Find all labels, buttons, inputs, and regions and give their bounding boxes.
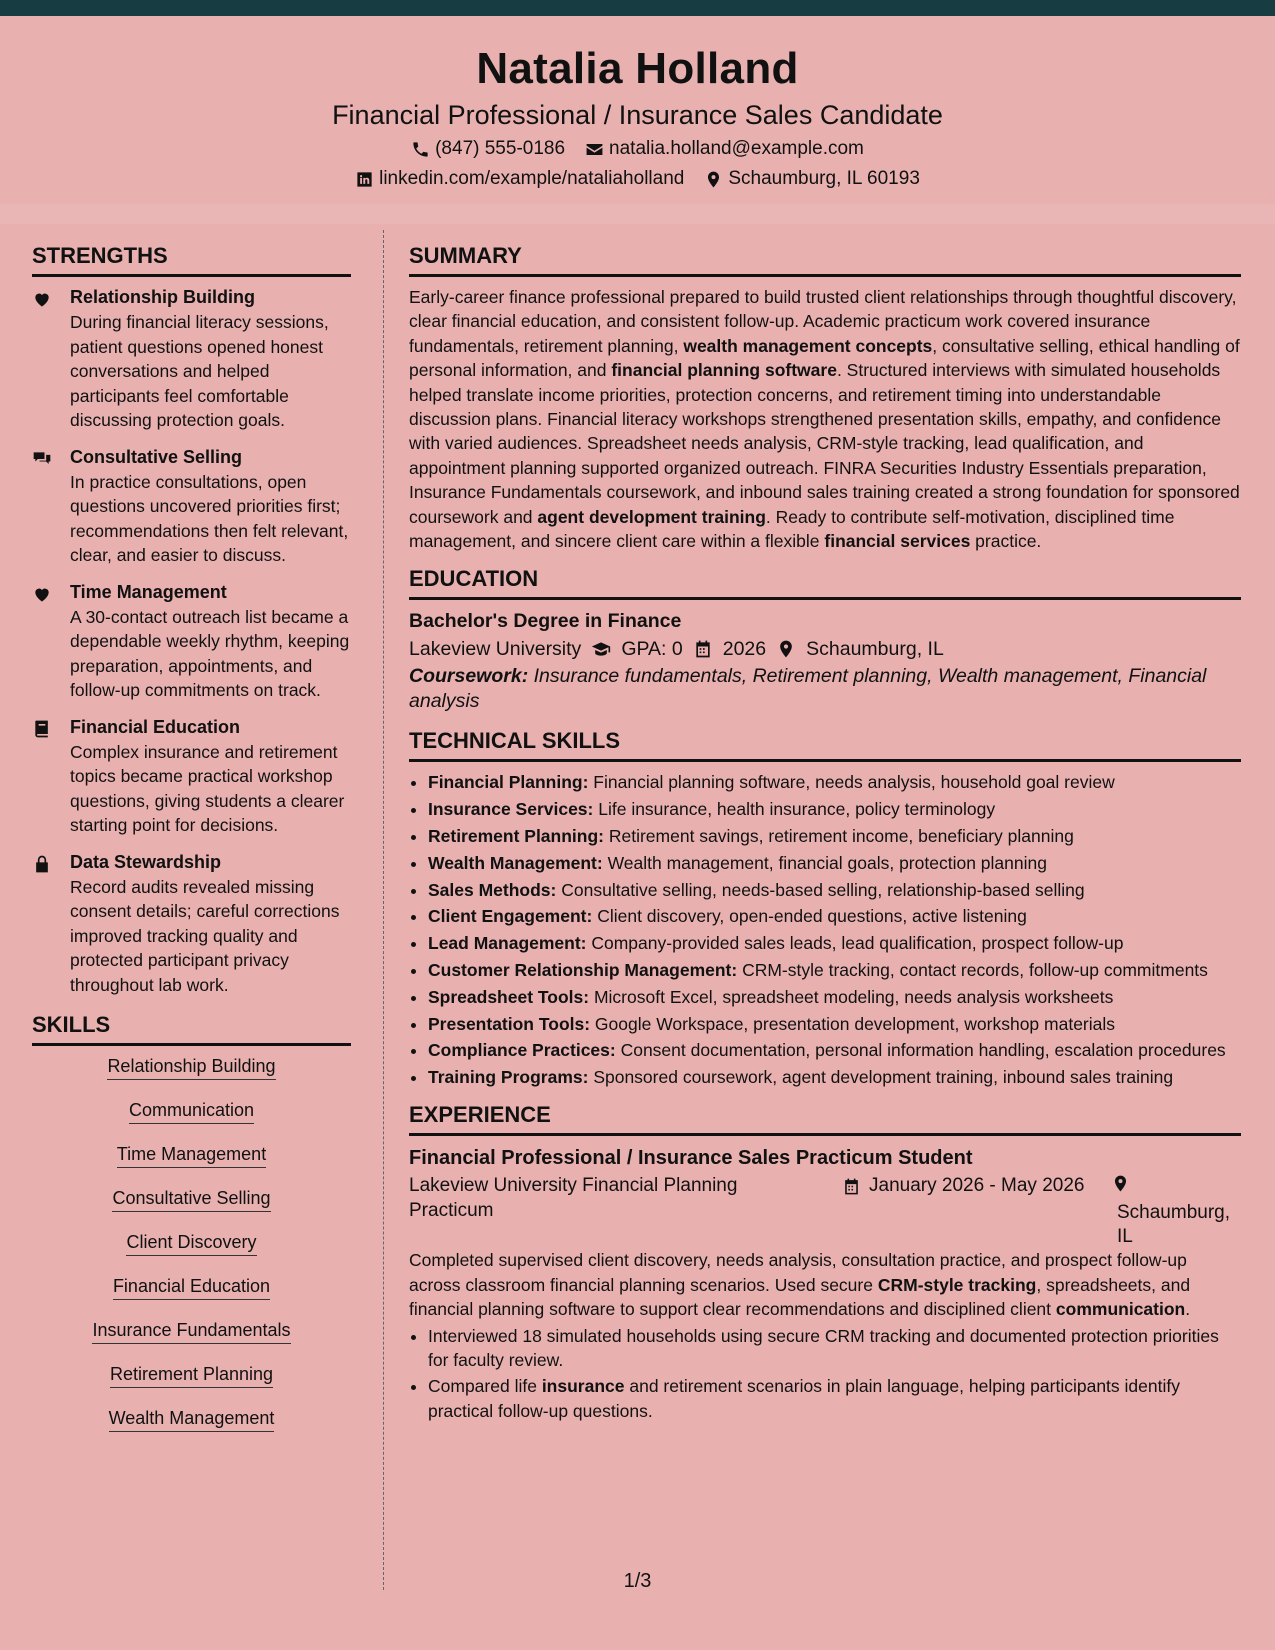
heart-icon: [32, 584, 52, 604]
technical-skill-text: Wealth management, financial goals, protection planning: [602, 852, 1047, 873]
strength-desc: During financial literacy sessions, patient questions opened honest conversations and helped participants feel comfortable discussing protection goals.: [70, 312, 329, 430]
technical-skill-text: CRM-style tracking, contact records, follow-up commitments: [737, 960, 1208, 981]
education-school: Lakeview University: [409, 638, 582, 661]
strength-body: [70, 580, 351, 703]
resume-header: [0, 16, 1275, 204]
map-marker-icon: [776, 639, 796, 659]
skill-tag: Relationship Building: [107, 1054, 275, 1080]
map-marker-icon: [1111, 1174, 1130, 1193]
job-dates: [842, 1174, 1084, 1199]
strength-item: [32, 715, 351, 838]
candidate-name: Natalia Holland: [476, 44, 799, 93]
skill-row: [32, 1054, 351, 1098]
resume-body: [0, 230, 1275, 1590]
candidate-role: Financial Professional / Insurance Sales Candidate: [332, 100, 943, 130]
strength-desc: A 30-contact outreach list became a dependable weekly rhythm, keeping preparation, appointments, and follow-up commitments on track.: [70, 606, 350, 700]
skill-tag: Financial Education: [113, 1274, 270, 1300]
book-icon: [32, 719, 52, 739]
summary-text: Early-career finance professional prepared to build trusted client relationships through thoughtful discovery, clear financial education, and consistent follow-up. Academic practicum work covered insurance fundamentals, retirement planning, wealth management concepts, consultative selling, ethical handling of personal information, and financial planning software. Structured interviews with simulated households helped translate income priorities, protection concerns, and retirement timing into understandable discussion plans. Financial literacy workshops strengthened presentation skills, empathy, and confidence with varied audiences. Spreadsheet needs analysis, CRM-style tracking, lead qualification, and appointment planning supported organized outreach. FINRA Securities Industry Essentials preparation, Insurance Fundamentals coursework, and inbound sales training created a strong foundation for sponsored coursework and agent development training. Ready to contribute self-motivation, disciplined time management, and sincere client care within a flexible financial services practice.: [409, 287, 1240, 552]
strength-item: [32, 580, 351, 703]
email-text: natalia.holland@example.com: [609, 138, 864, 159]
strength-title: Financial Education: [70, 716, 241, 737]
strength-item: [32, 445, 351, 568]
technical-skill-item: [428, 1065, 1241, 1089]
technical-skill-item: [428, 904, 1241, 928]
heart-icon: [32, 289, 52, 309]
technical-skill-label: Presentation Tools:: [428, 1013, 591, 1034]
technical-skill-item: [428, 878, 1241, 902]
job-location-text: Schaumburg, IL: [1117, 1201, 1231, 1248]
technical-skill-label: Sales Methods:: [428, 879, 557, 900]
skill-tag: Communication: [129, 1098, 254, 1124]
strength-icon-wrap: [32, 715, 56, 838]
technical-skill-label: Retirement Planning:: [428, 826, 604, 847]
skill-tag: Insurance Fundamentals: [92, 1318, 290, 1344]
technical-skill-item: [428, 851, 1241, 875]
calendar-icon: [693, 639, 713, 659]
linkedin-text: linkedin.com/example/nataliaholland: [379, 168, 685, 189]
comments-icon: [32, 449, 52, 469]
technical-skill-label: Financial Planning:: [428, 772, 589, 793]
strengths-title: STRENGTHS: [32, 242, 351, 277]
technical-skill-text: Consultative selling, needs-based selling, relationship-based selling: [556, 879, 1085, 900]
education-coursework: Coursework: Insurance fundamentals, Retirement planning, Wealth management, Financial analysis: [409, 665, 1207, 712]
map-marker-icon: [704, 170, 723, 189]
strength-icon-wrap: [32, 580, 56, 703]
education-meta: [409, 634, 1241, 664]
skills-title: SKILLS: [32, 1011, 351, 1046]
strength-body: [70, 715, 351, 838]
strength-body: [70, 285, 351, 433]
skill-tag: Wealth Management: [109, 1406, 275, 1432]
education-year: 2026: [722, 638, 767, 661]
technical-skill-text: Google Workspace, presentation development, workshop materials: [590, 1013, 1116, 1034]
summary-title: SUMMARY: [409, 242, 1241, 277]
left-column: [32, 242, 351, 1450]
technical-skill-label: Lead Management:: [428, 933, 587, 954]
technical-skills-list: [409, 770, 1241, 1089]
education-degree: Bachelor's Degree in Finance: [409, 610, 682, 633]
linkedin-contact[interactable]: [355, 166, 684, 192]
technical-skill-label: Wealth Management:: [428, 852, 603, 873]
skill-row: [32, 1230, 351, 1274]
strength-item: [32, 285, 351, 433]
technical-skill-label: Insurance Services:: [428, 799, 594, 820]
phone-icon: [411, 140, 430, 159]
technical-skill-text: Financial planning software, needs analysis, household goal review: [588, 772, 1115, 793]
strength-body: [70, 445, 351, 568]
experience-title: EXPERIENCE: [409, 1101, 1241, 1136]
technical-skill-item: [428, 824, 1241, 848]
location-contact: [704, 166, 920, 192]
page-number: 1/3: [623, 1570, 652, 1592]
strength-title: Data Stewardship: [70, 851, 222, 872]
contact-line-1: [0, 136, 1275, 162]
strength-body: [70, 850, 351, 998]
job-description: Completed supervised client discovery, needs analysis, consultation practice, and prospect follow-up across classroom financial planning scenarios. Used secure CRM-style tracking, spreadsheets, and financial planning software to support clear recommendations and disciplined client communication.: [409, 1250, 1191, 1320]
technical-skill-item: [428, 797, 1241, 821]
job-title: Financial Professional / Insurance Sales Practicum Student: [409, 1147, 973, 1170]
strength-item: [32, 850, 351, 998]
technical-skill-label: Client Engagement:: [428, 906, 593, 927]
technical-skill-item: [428, 985, 1241, 1009]
technical-skill-item: [428, 931, 1241, 955]
skill-row: [32, 1362, 351, 1406]
skill-row: [32, 1318, 351, 1362]
technical-skill-label: Spreadsheet Tools:: [428, 986, 590, 1007]
skill-row: [32, 1186, 351, 1230]
technical-skill-item: [428, 958, 1241, 982]
technical-skill-text: Sponsored coursework, agent development training, inbound sales training: [588, 1067, 1174, 1088]
skill-row: [32, 1098, 351, 1142]
technical-skill-item: [428, 770, 1241, 794]
job-bullet: • Interviewed 18 simulated households using secure CRM tracking and documented protection priorities for faculty review.: [428, 1324, 1241, 1373]
skill-row: [32, 1406, 351, 1450]
technical-skill-label: Training Programs:: [428, 1067, 589, 1088]
technical-skill-text: Life insurance, health insurance, policy terminology: [593, 799, 996, 820]
technical-skill-item: [428, 1012, 1241, 1036]
right-column: [409, 242, 1241, 1425]
education-location: Schaumburg, IL: [806, 638, 944, 661]
contact-line-2: [0, 166, 1275, 192]
strength-icon-wrap: [32, 285, 56, 433]
skill-tag: Consultative Selling: [112, 1186, 270, 1212]
strength-icon-wrap: [32, 445, 56, 568]
job-bullets: [409, 1324, 1241, 1424]
column-divider: [383, 230, 384, 1590]
education-gpa: GPA: 0: [621, 638, 683, 661]
phone-text: (847) 555-0186: [435, 138, 566, 159]
technical-skills-title: TECHNICAL SKILLS: [409, 727, 1241, 762]
technical-skill-text: Client discovery, open-ended questions, active listening: [592, 906, 1027, 927]
technical-skill-text: Company-provided sales leads, lead qualification, prospect follow-up: [586, 933, 1124, 954]
technical-skill-text: Consent documentation, personal information handling, escalation procedures: [615, 1040, 1226, 1061]
strength-icon-wrap: [32, 850, 56, 998]
envelope-icon: [585, 140, 604, 159]
skill-tag: Client Discovery: [126, 1230, 256, 1256]
calendar-icon: [842, 1177, 861, 1196]
skill-tag: Retirement Planning: [110, 1362, 273, 1388]
technical-skill-label: Compliance Practices:: [428, 1040, 616, 1061]
strengths-list: [32, 285, 351, 997]
graduation-cap-icon: [591, 639, 611, 659]
linkedin-icon: [355, 170, 374, 189]
job-company: Lakeview University Financial Planning Practicum: [409, 1175, 738, 1221]
technical-skill-text: Microsoft Excel, spreadsheet modeling, needs analysis worksheets: [589, 986, 1114, 1007]
strength-title: Time Management: [70, 581, 227, 602]
skill-row: [32, 1142, 351, 1186]
education-title: EDUCATION: [409, 565, 1241, 600]
top-bar: [0, 0, 1275, 16]
job-bullet: • Compared life insurance and retirement scenarios in plain language, helping participants identify practical follow-up questions.: [428, 1374, 1241, 1423]
technical-skill-label: Customer Relationship Management:: [428, 960, 738, 981]
job-meta: [409, 1172, 1241, 1248]
job-dates-text: January 2026 - May 2026: [869, 1175, 1085, 1197]
location-text: Schaumburg, IL 60193: [728, 168, 920, 189]
header-separator: [0, 204, 1275, 224]
job-location: [1111, 1174, 1241, 1250]
skill-tag: Time Management: [117, 1142, 266, 1168]
strength-title: Consultative Selling: [70, 446, 243, 467]
phone-contact: [411, 136, 565, 162]
skills-list: [32, 1054, 351, 1450]
strength-title: Relationship Building: [70, 287, 255, 307]
lock-icon: [32, 854, 52, 874]
email-contact[interactable]: [585, 136, 864, 162]
strength-desc: In practice consultations, open questions uncovered priorities first; recommendations then felt relevant, clear, and easier to discuss.: [70, 471, 349, 565]
technical-skill-text: Retirement savings, retirement income, beneficiary planning: [604, 826, 1074, 847]
skill-row: [32, 1274, 351, 1318]
technical-skill-item: [428, 1038, 1241, 1062]
strength-desc: Record audits revealed missing consent details; careful corrections improved tracking quality and protected participant privacy throughout lab work.: [70, 876, 340, 995]
strength-desc: Complex insurance and retirement topics became practical workshop questions, giving students a clearer starting point for decisions.: [70, 741, 345, 835]
